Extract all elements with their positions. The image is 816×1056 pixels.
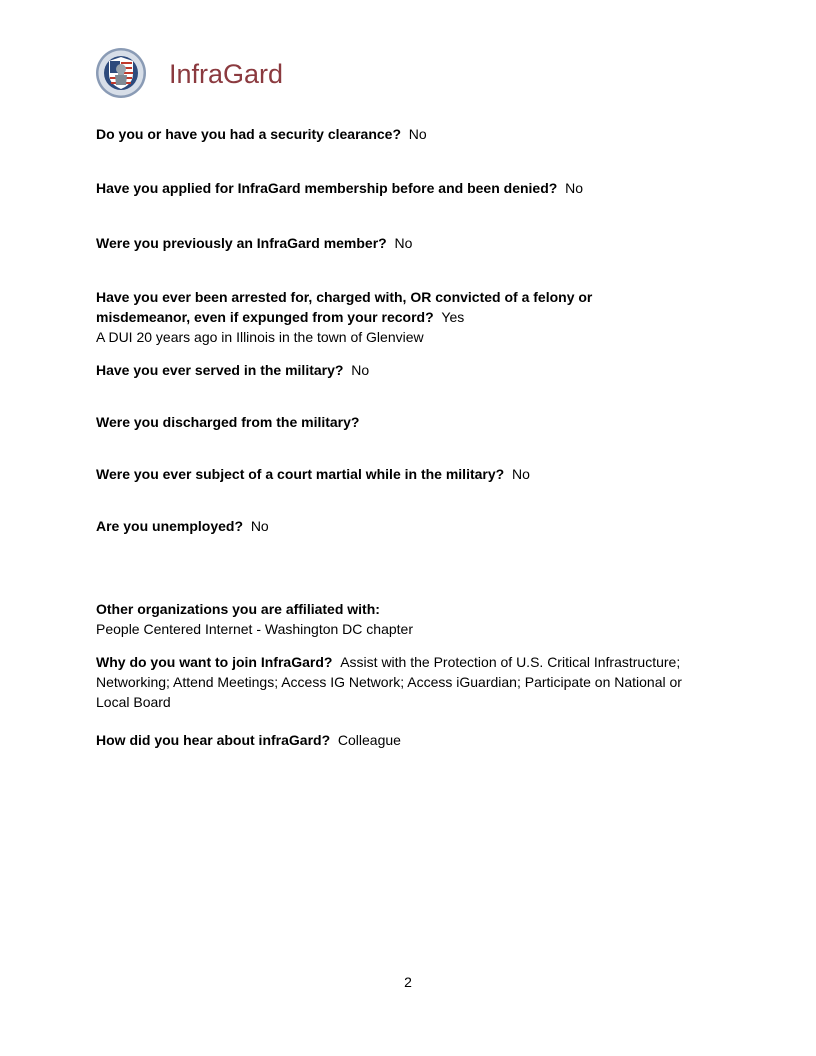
question-how-heard	[96, 730, 736, 750]
answer-text-line2: Networking; Attend Meetings; Access IG Network; Access iGuardian; Participate on National or	[96, 674, 682, 690]
answer-text-line1: Assist with the Protection of U.S. Critical Infrastructure;	[340, 654, 681, 670]
answer-text: No	[351, 362, 370, 378]
question-text-line2: misdemeanor, even if expunged from your record?	[96, 309, 434, 325]
answer-text: Colleague	[337, 732, 401, 748]
answer-text: No	[394, 235, 413, 251]
question-previously-denied	[96, 178, 736, 198]
question-unemployed	[96, 516, 736, 536]
question-text: Were you ever subject of a court martial while in the military?	[96, 466, 505, 482]
question-previous-member	[96, 233, 736, 253]
question-text: Are you unemployed?	[96, 518, 244, 534]
infragard-seal-icon	[95, 47, 147, 99]
answer-text: No	[565, 180, 584, 196]
question-court-martial	[96, 464, 736, 484]
answer-text: No	[511, 466, 530, 482]
question-text: Were you previously an InfraGard member?	[96, 235, 387, 251]
document-header	[95, 46, 283, 100]
question-arrest-record	[96, 287, 736, 347]
answer-text: No	[408, 126, 427, 142]
answer-detail: A DUI 20 years ago in Illinois in the town of Glenview	[96, 329, 424, 345]
question-text: Why do you want to join InfraGard?	[96, 654, 333, 670]
question-text: Were you discharged from the military?	[96, 414, 360, 430]
question-text-line1: Have you ever been arrested for, charged with, OR convicted of a felony or	[96, 289, 593, 305]
answer-text: No	[250, 518, 269, 534]
answer-text: Yes	[441, 309, 465, 325]
question-why-join	[96, 652, 736, 712]
brand-name: InfraGard	[169, 58, 284, 89]
question-other-organizations	[96, 599, 736, 639]
question-military-discharge	[96, 412, 736, 432]
question-text: Other organizations you are affiliated with:	[96, 601, 380, 617]
question-military-service	[96, 360, 736, 380]
question-text: Have you applied for InfraGard membership before and been denied?	[96, 180, 558, 196]
answer-text-line3: Local Board	[96, 694, 171, 710]
answer-detail: People Centered Internet - Washington DC chapter	[96, 621, 413, 637]
question-text: Do you or have you had a security clearance?	[96, 126, 401, 142]
question-security-clearance	[96, 124, 736, 144]
question-text: How did you hear about infraGard?	[96, 732, 331, 748]
question-text: Have you ever served in the military?	[96, 362, 344, 378]
page-number: 2	[404, 974, 412, 990]
